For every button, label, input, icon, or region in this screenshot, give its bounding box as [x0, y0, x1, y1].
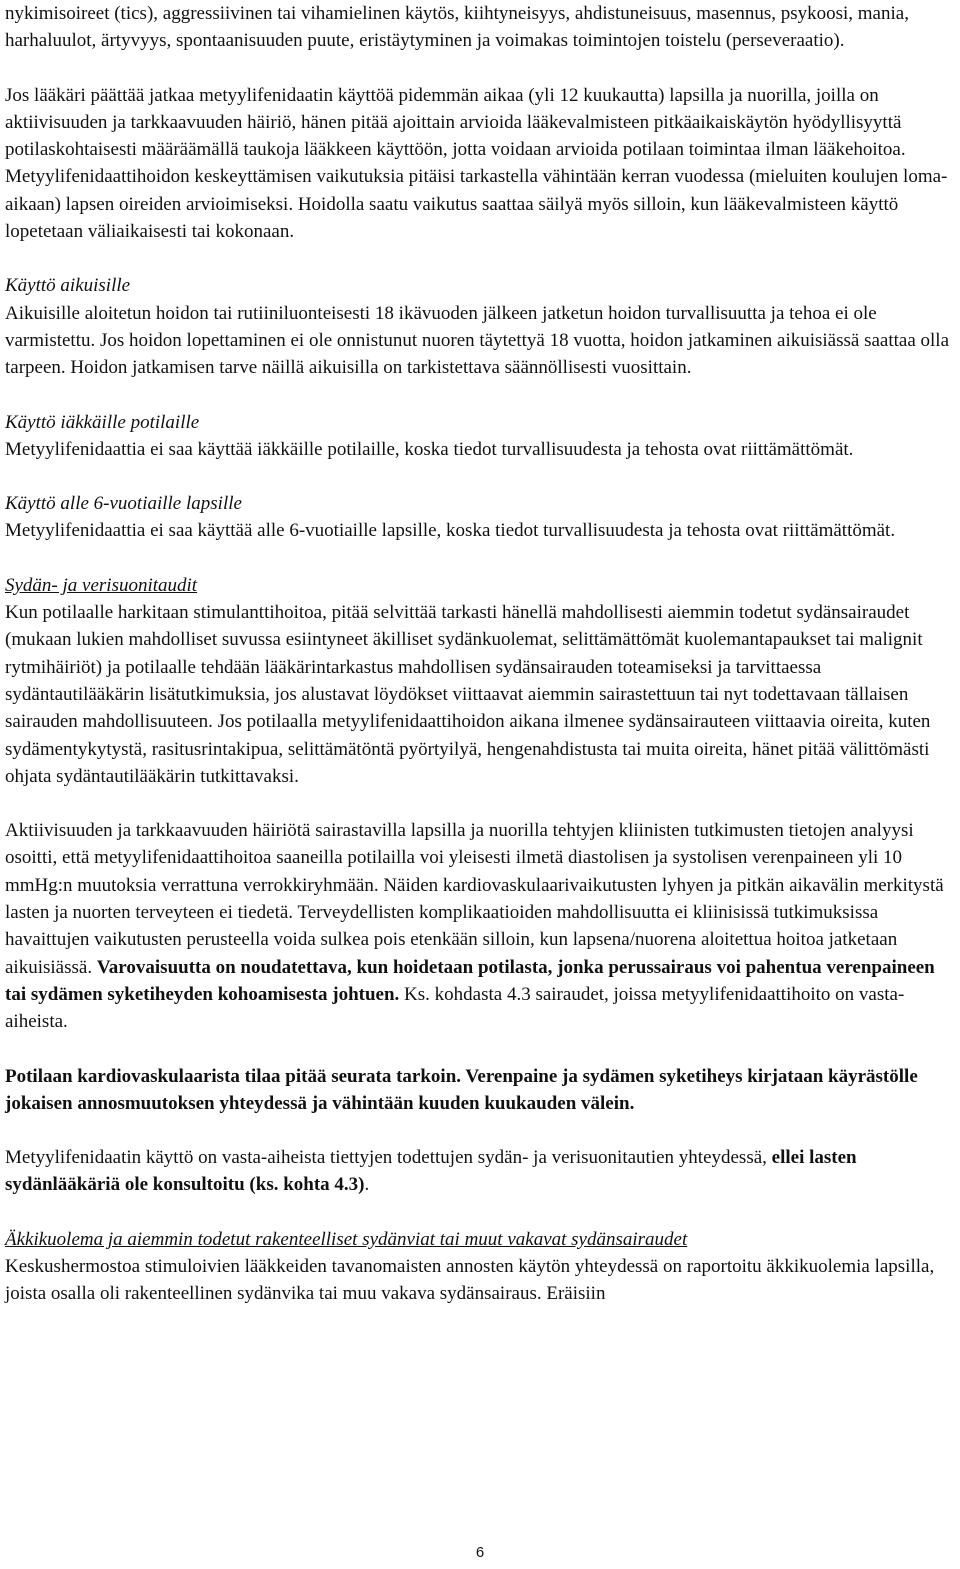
monitoring-text-bold: Potilaan kardiovaskulaarista tilaa pitää seurata tarkoin. Verenpaine ja sydämen syketiheys kirjataan käyrästölle jokaisen annosmuutoksen yhteydessä ja vähintään kuuden kuukauden välein. [5, 1065, 918, 1114]
contra-text-a: Metyylifenidaatin käyttö on vasta-aiheista tiettyjen todettujen sydän- ja verisuonitautien yhteydessä, [5, 1147, 772, 1169]
document-page [5, 0, 955, 1308]
paragraph-long-term-use: Jos lääkäri päättää jatkaa metyylifenidaatin käyttöä pidemmän aikaa (yli 12 kuukautta) lapsilla ja nuorilla, joilla on aktiivisuuden ja tarkkaavuuden häiriö, hänen pitää ajoittain arvioida lääkevalmisteen pitkäaikaiskäytön hyödyllisyyttä potilaskohtaisesti määräämällä taukoja lääkkeen käyttöön, jotta voidaan arvioida potilaan toimintaa ilman lääkehoitoa. Metyylifenidaattihoidon keskeyttämisen vaikutuksia pitäisi tarkastella vähintään kerran vuodessa (mieluiten koulujen loma-aikaan) lapsen oireiden arvioimiseksi. Hoidolla saatu vaikutus saattaa säilyä myös silloin, kun lääkevalmisteen käyttö lopetetaan väliaikaisesti tai kokonaan. [5, 84, 948, 243]
heading-cardiovascular: Sydän- ja verisuonitaudit [5, 574, 198, 596]
paragraph-sudden-death: Keskushermostoa stimuloivien lääkkeiden tavanomaisten annosten käytön yhteydessä on raportoitu äkkikuolemia lapsilla, joista osalla oli rakenteellinen sydänvika tai muu vakava sydänsairaus. Eräisiin [5, 1255, 935, 1305]
contra-text-c: . [364, 1174, 370, 1196]
bp-text-c: Ks. kohdasta 4.3 sairaudet, joissa metyylifenidaattihoito on vasta-aiheista. [5, 983, 905, 1033]
paragraph-adults: Aikuisille aloitetun hoidon tai rutiiniluonteisesti 18 ikävuoden jälkeen jatketun hoidon turvallisuutta ja tehoa ei ole varmistettu. Jos hoidon lopettaminen ei ole onnistunut nuoren täytettyä 18 vuotta, hoidon jatkaminen aikuisiässä saattaa olla tarpeen. Hoidon jatkamisen tarve näillä aikuisilla on tarkistettava säännöllisesti vuosittain. [5, 302, 949, 379]
contra-text-bold: ellei lasten sydänlääkäriä ole konsultoitu (ks. kohta 4.3) [5, 1147, 857, 1196]
page-number: 6 [475, 1544, 485, 1561]
bp-text-bold: Varovaisuutta on noudatettava, kun hoidetaan potilasta, jonka perussairaus voi pahentua verenpaineen tai sydämen syketiheyden kohoamisesta johtuen. [5, 956, 935, 1005]
paragraph-contraindication [5, 1144, 955, 1199]
paragraph-monitoring [5, 1063, 955, 1118]
paragraph-cardiovascular: Kun potilaalle harkitaan stimulanttihoitoa, pitää selvittää tarkasti hänellä mahdollisesti aiemmin todetut sydänsairaudet (mukaan lukien mahdolliset suvussa esiintyneet äkilliset sydänkuolemat, selittämättömät kuolemantapaukset tai malignit rytmihäiriöt) ja potilaalle tehdään lääkärintarkastus mahdollisen sydänsairauden toteamiseksi ja tarvittaessa sydäntautilääkärin lisätutkimuksia, jos alustavat löydökset viittaavat aiemmin sairastettuun tai nyt todettavaan tällaisen sairauden mahdollisuuteen. Jos potilaalla metyylifenidaattihoidon aikana ilmenee sydänsairauteen viittaavia oireita, kuten sydämentykytystä, rasitusrintakipua, selittämätöntä pyörtyilyä, hengenahdistusta tai muita oireita, hänet pitää välittömästi ohjata sydäntautilääkärin tutkittavaksi. [5, 602, 931, 787]
paragraph-elderly: Metyylifenidaattia ei saa käyttää iäkkäille potilaille, koska tiedot turvallisuudesta ja tehosta ovat riittämättömät. [5, 438, 854, 460]
paragraph-blood-pressure [5, 817, 955, 1035]
heading-sudden-death: Äkkikuolema ja aiemmin todetut rakenteelliset sydänviat tai muut vakavat sydänsairaudet [5, 1228, 688, 1250]
heading-elderly: Käyttö iäkkäille potilaille [5, 411, 200, 433]
heading-adults: Käyttö aikuisille [5, 275, 131, 297]
heading-under-6: Käyttö alle 6-vuotiaille lapsille [5, 493, 242, 515]
paragraph-adverse-effects: nykimisoireet (tics), aggressiivinen tai vihamielinen käytös, kiihtyneisyys, ahdistuneisuus, masennus, psykoosi, mania, harhaluulot, ärtyvyys, spontaanisuuden puute, eristäytyminen ja voimakas toimintojen toistelu (perseveraatio). [5, 3, 909, 52]
paragraph-under-6: Metyylifenidaattia ei saa käyttää alle 6-vuotiaille lapsille, koska tiedot turvallisuudesta ja tehosta ovat riittämättömät. [5, 520, 896, 542]
bp-text-a: Aktiivisuuden ja tarkkaavuuden häiriötä sairastavilla lapsilla ja nuorilla tehtyjen kliinisten tutkimusten tietojen analyysi osoitti, että metyylifenidaattihoitoa saaneilla potilailla voi yleisesti ilmetä diastolisen ja systolisen verenpaineen yli 10 mmHg:n muutoksia verrattuna verrokkiryhmään. Näiden kardiovaskulaarivaikutusten lyhyen ja pitkän aikavälin merkitystä lasten ja nuorten terveyteen ei tiedetä. Terveydellisten komplikaatioiden mahdollisuutta ei kliinisissä tutkimuksissa havaittujen vaikutusten perusteella voida sulkea pois etenkään silloin, kun lapsena/nuorena aloitettua hoitoa jatketaan aikuisiässä. [5, 820, 944, 978]
